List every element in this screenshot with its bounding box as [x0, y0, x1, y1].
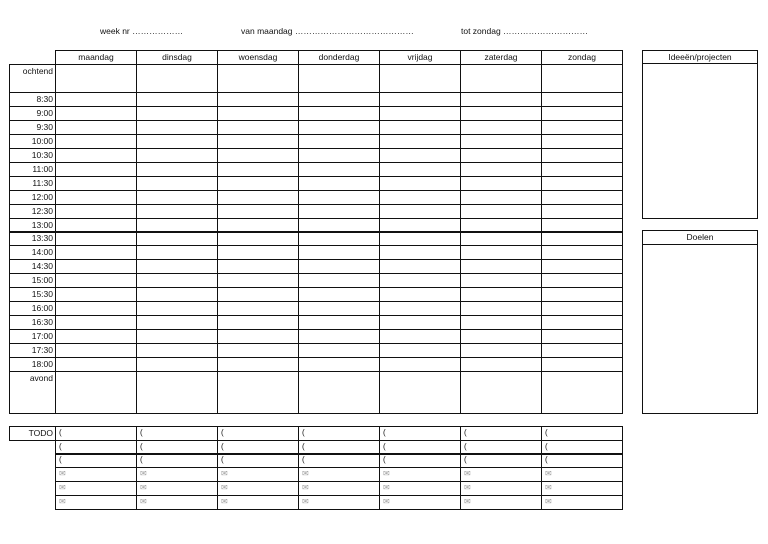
todo-phone-cell [55, 426, 137, 441]
planner-cell [136, 259, 218, 274]
phone-icon: ( [464, 442, 467, 451]
planner-cell [460, 357, 542, 372]
planner-cell [460, 134, 542, 149]
time-label: 13:00 [9, 218, 56, 233]
planner-cell [217, 134, 299, 149]
planner-cell [379, 190, 461, 205]
planner-cell [217, 287, 299, 302]
planner-cell [379, 204, 461, 219]
planner-cell [541, 204, 623, 219]
planner-cell [136, 204, 218, 219]
phone-icon: ( [59, 455, 62, 464]
planner-cell [298, 301, 380, 316]
planner-cell [136, 120, 218, 135]
to-sunday-field: tot zondag ………………………… [461, 26, 589, 36]
todo-phone-cell [55, 453, 137, 468]
planner-cell [298, 315, 380, 330]
planner-cell [541, 176, 623, 191]
planner-cell [55, 106, 137, 121]
phone-icon: ( [545, 455, 548, 464]
planner-cell [136, 273, 218, 288]
planner-cell [217, 190, 299, 205]
phone-icon: ( [383, 428, 386, 437]
mail-icon: ✉ [59, 469, 66, 478]
todo-phone-cell [136, 453, 218, 468]
time-label: 8:30 [9, 92, 56, 107]
time-label: 14:30 [9, 259, 56, 274]
phone-icon: ( [59, 442, 62, 451]
planner-cell [136, 371, 218, 414]
planner-cell [541, 371, 623, 414]
todo-phone-cell [136, 426, 218, 441]
planner-cell [298, 120, 380, 135]
planner-cell [217, 259, 299, 274]
planner-cell [460, 259, 542, 274]
todo-mail-cell [379, 495, 461, 510]
planner-cell [460, 315, 542, 330]
planner-cell [460, 92, 542, 107]
planner-cell [460, 176, 542, 191]
planner-cell [460, 301, 542, 316]
planner-cell [379, 106, 461, 121]
time-label: 18:00 [9, 357, 56, 372]
planner-cell [298, 287, 380, 302]
planner-cell [55, 231, 137, 246]
phone-icon: ( [59, 428, 62, 437]
phone-icon: ( [464, 428, 467, 437]
planner-cell [217, 92, 299, 107]
day-header-maandag: maandag [55, 50, 137, 65]
planner-cell [217, 301, 299, 316]
planner-cell [379, 120, 461, 135]
planner-cell [136, 176, 218, 191]
todo-phone-cell [460, 453, 542, 468]
planner-cell [460, 329, 542, 344]
planner-cell [298, 64, 380, 93]
planner-cell [298, 176, 380, 191]
time-label: 9:00 [9, 106, 56, 121]
planner-cell [379, 273, 461, 288]
planner-cell [541, 259, 623, 274]
planner-cell [136, 134, 218, 149]
phone-icon: ( [383, 455, 386, 464]
planner-cell [217, 162, 299, 177]
planner-cell [217, 273, 299, 288]
todo-mail-cell [136, 467, 218, 482]
mail-icon: ✉ [221, 497, 228, 506]
todo-mail-cell [379, 467, 461, 482]
goals-header: Doelen [642, 230, 758, 245]
todo-mail-cell [298, 495, 380, 510]
planner-cell [55, 162, 137, 177]
phone-icon: ( [464, 455, 467, 464]
planner-cell [55, 357, 137, 372]
planner-cell [55, 64, 137, 93]
day-header-dinsdag: dinsdag [136, 50, 218, 65]
planner-cell [379, 287, 461, 302]
mail-icon: ✉ [383, 483, 390, 492]
planner-cell [298, 273, 380, 288]
goals-box [642, 244, 758, 414]
todo-phone-cell [541, 426, 623, 441]
mail-icon: ✉ [59, 497, 66, 506]
planner-cell [136, 287, 218, 302]
time-label: 15:00 [9, 273, 56, 288]
todo-phone-cell [460, 426, 542, 441]
todo-mail-cell [217, 467, 299, 482]
planner-cell [298, 134, 380, 149]
planner-cell [217, 245, 299, 260]
planner-cell [55, 259, 137, 274]
phone-icon: ( [383, 442, 386, 451]
planner-cell [136, 106, 218, 121]
planner-cell [298, 259, 380, 274]
planner-cell [298, 371, 380, 414]
todo-mail-cell [217, 481, 299, 496]
planner-cell [298, 329, 380, 344]
planner-cell [379, 371, 461, 414]
planner-cell [379, 92, 461, 107]
week-number-field: week nr ……………… [100, 26, 184, 36]
time-label: 12:00 [9, 190, 56, 205]
time-label: 17:30 [9, 343, 56, 358]
planner-cell [379, 329, 461, 344]
planner-cell [136, 162, 218, 177]
mail-icon: ✉ [302, 469, 309, 478]
planner-cell [379, 231, 461, 246]
time-label: 9:30 [9, 120, 56, 135]
planner-cell [217, 176, 299, 191]
planner-cell [217, 106, 299, 121]
todo-mail-cell [55, 481, 137, 496]
time-label: 11:00 [9, 162, 56, 177]
mail-icon: ✉ [545, 469, 552, 478]
planner-cell [298, 204, 380, 219]
planner-cell [460, 287, 542, 302]
phone-icon: ( [302, 428, 305, 437]
planner-cell [136, 357, 218, 372]
planner-cell [55, 273, 137, 288]
planner-cell [298, 106, 380, 121]
mail-icon: ✉ [464, 469, 471, 478]
planner-cell [55, 148, 137, 163]
todo-phone-cell [217, 426, 299, 441]
planner-cell [541, 315, 623, 330]
todo-mail-cell [541, 495, 623, 510]
planner-cell [379, 148, 461, 163]
todo-phone-cell [541, 453, 623, 468]
planner-cell [217, 204, 299, 219]
phone-icon: ( [545, 428, 548, 437]
todo-phone-cell [298, 426, 380, 441]
phone-icon: ( [140, 428, 143, 437]
mail-icon: ✉ [383, 469, 390, 478]
planner-cell [55, 329, 137, 344]
planner-cell [298, 92, 380, 107]
day-header-zondag: zondag [541, 50, 623, 65]
todo-phone-cell [298, 453, 380, 468]
todo-phone-cell [217, 453, 299, 468]
planner-cell [136, 231, 218, 246]
todo-phone-cell [379, 453, 461, 468]
planner-cell [379, 315, 461, 330]
planner-cell [298, 343, 380, 358]
planner-cell [460, 190, 542, 205]
planner-cell [379, 134, 461, 149]
time-label: 10:30 [9, 148, 56, 163]
planner-cell [136, 329, 218, 344]
planner-cell [55, 343, 137, 358]
planner-cell [55, 120, 137, 135]
phone-icon: ( [140, 442, 143, 451]
mail-icon: ✉ [302, 483, 309, 492]
planner-cell [541, 134, 623, 149]
planner-cell [460, 245, 542, 260]
planner-cell [298, 357, 380, 372]
todo-mail-cell [379, 481, 461, 496]
todo-mail-cell [298, 467, 380, 482]
planner-cell [541, 92, 623, 107]
planner-cell [298, 190, 380, 205]
planner-cell [217, 357, 299, 372]
time-label: 16:30 [9, 315, 56, 330]
planner-cell [541, 357, 623, 372]
mail-icon: ✉ [140, 497, 147, 506]
planner-cell [379, 357, 461, 372]
todo-mail-cell [217, 495, 299, 510]
planner-cell [55, 371, 137, 414]
planner-cell [217, 64, 299, 93]
time-label: 16:00 [9, 301, 56, 316]
planner-cell [460, 273, 542, 288]
todo-mail-cell [298, 481, 380, 496]
planner-cell [541, 231, 623, 246]
day-header-zaterdag: zaterdag [460, 50, 542, 65]
ideas-box [642, 63, 758, 219]
time-label: 13:30 [9, 231, 56, 246]
mail-icon: ✉ [140, 483, 147, 492]
phone-icon: ( [140, 455, 143, 464]
ideas-header: Ideeën/projecten [642, 50, 758, 64]
phone-icon: ( [221, 455, 224, 464]
todo-mail-cell [541, 481, 623, 496]
planner-cell [460, 371, 542, 414]
todo-mail-cell [136, 495, 218, 510]
planner-cell [379, 162, 461, 177]
from-monday-field: van maandag …………………………………… [241, 26, 414, 36]
planner-cell [55, 315, 137, 330]
planner-cell [379, 245, 461, 260]
phone-icon: ( [302, 442, 305, 451]
planner-cell [541, 106, 623, 121]
planner-cell [298, 245, 380, 260]
planner-cell [55, 301, 137, 316]
planner-cell [136, 148, 218, 163]
planner-cell [541, 287, 623, 302]
planner-cell [298, 148, 380, 163]
planner-cell [541, 162, 623, 177]
planner-cell [217, 315, 299, 330]
planner-cell [541, 273, 623, 288]
planner-cell [136, 92, 218, 107]
phone-icon: ( [545, 442, 548, 451]
planner-cell [55, 176, 137, 191]
mail-icon: ✉ [140, 469, 147, 478]
planner-cell [541, 120, 623, 135]
todo-phone-cell [379, 426, 461, 441]
planner-cell [460, 162, 542, 177]
mail-icon: ✉ [221, 469, 228, 478]
planner-cell [217, 329, 299, 344]
planner-cell [541, 329, 623, 344]
planner-cell [217, 371, 299, 414]
planner-cell [460, 64, 542, 93]
phone-icon: ( [302, 455, 305, 464]
planner-cell [217, 343, 299, 358]
planner-cell [541, 148, 623, 163]
todo-mail-cell [136, 481, 218, 496]
time-label: avond [9, 371, 56, 414]
todo-mail-cell [55, 467, 137, 482]
todo-mail-cell [460, 495, 542, 510]
planner-cell [298, 162, 380, 177]
todo-label: TODO [9, 426, 56, 441]
mail-icon: ✉ [545, 483, 552, 492]
planner-cell [217, 148, 299, 163]
mail-icon: ✉ [383, 497, 390, 506]
planner-cell [136, 64, 218, 93]
time-label: 11:30 [9, 176, 56, 191]
planner-cell [55, 287, 137, 302]
todo-mail-cell [460, 467, 542, 482]
planner-cell [55, 190, 137, 205]
planner-cell [55, 245, 137, 260]
time-label: 14:00 [9, 245, 56, 260]
planner-cell [379, 176, 461, 191]
phone-icon: ( [221, 442, 224, 451]
planner-cell [379, 343, 461, 358]
planner-cell [136, 245, 218, 260]
planner-cell [460, 204, 542, 219]
day-header-donderdag: donderdag [298, 50, 380, 65]
planner-cell [55, 92, 137, 107]
planner-cell [541, 64, 623, 93]
planner-cell [217, 120, 299, 135]
planner-cell [298, 231, 380, 246]
mail-icon: ✉ [464, 483, 471, 492]
planner-cell [136, 343, 218, 358]
planner-cell [379, 259, 461, 274]
planner-cell [541, 343, 623, 358]
planner-cell [379, 64, 461, 93]
planner-cell [217, 231, 299, 246]
planner-cell [460, 231, 542, 246]
mail-icon: ✉ [221, 483, 228, 492]
day-header-woensdag: woensdag [217, 50, 299, 65]
planner-cell [460, 106, 542, 121]
time-label: 10:00 [9, 134, 56, 149]
planner-cell [136, 301, 218, 316]
planner-cell [541, 301, 623, 316]
planner-cell [541, 245, 623, 260]
todo-mail-cell [460, 481, 542, 496]
planner-cell [136, 315, 218, 330]
mail-icon: ✉ [59, 483, 66, 492]
planner-cell [460, 120, 542, 135]
todo-mail-cell [55, 495, 137, 510]
planner-cell [460, 343, 542, 358]
time-label: 15:30 [9, 287, 56, 302]
mail-icon: ✉ [464, 497, 471, 506]
planner-cell [136, 190, 218, 205]
mail-icon: ✉ [545, 497, 552, 506]
planner-cell [460, 148, 542, 163]
planner-cell [541, 190, 623, 205]
todo-mail-cell [541, 467, 623, 482]
mail-icon: ✉ [302, 497, 309, 506]
day-header-vrijdag: vrijdag [379, 50, 461, 65]
time-label: 12:30 [9, 204, 56, 219]
planner-cell [379, 301, 461, 316]
time-label: ochtend [9, 64, 56, 93]
phone-icon: ( [221, 428, 224, 437]
planner-cell [55, 204, 137, 219]
planner-cell [55, 134, 137, 149]
time-label: 17:00 [9, 329, 56, 344]
